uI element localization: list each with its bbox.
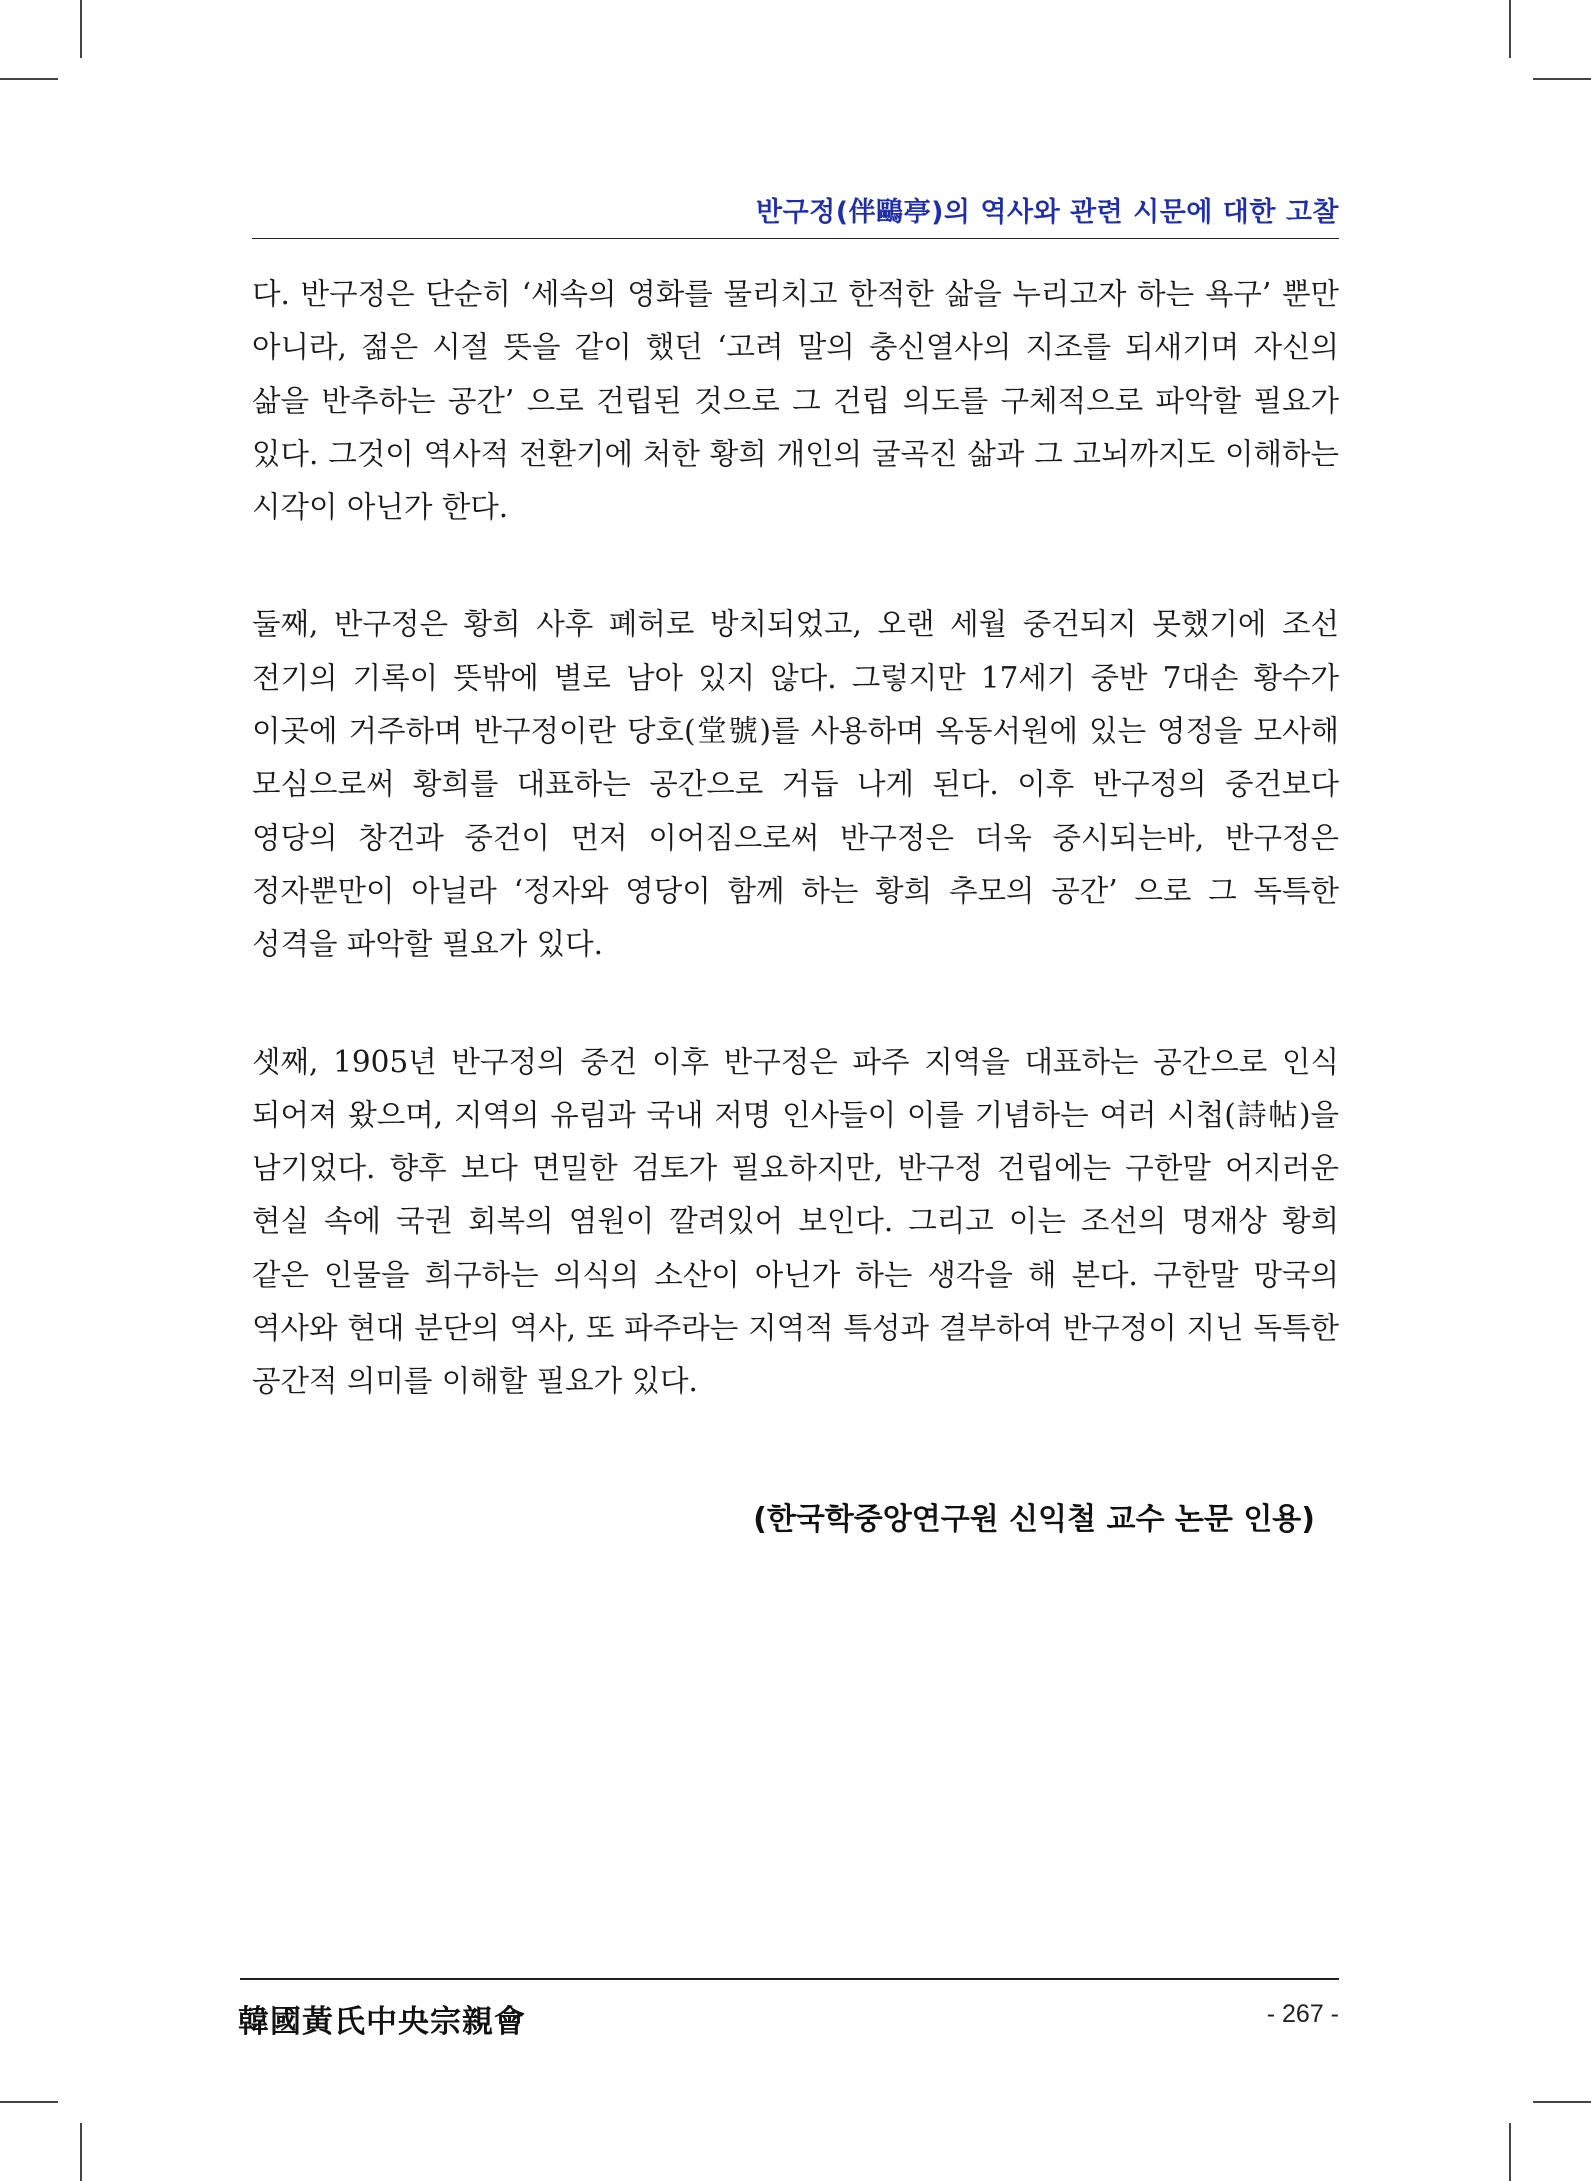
crop-mark xyxy=(1509,2123,1511,2181)
header-divider xyxy=(252,238,1339,239)
paragraph: 둘째, 반구정은 황희 사후 폐허로 방치되었고, 오랜 세월 중건되지 못했기에 조선 전기의 기록이 뜻밖에 별로 남아 있지 않다. 그렇지만 17세기 중반 7대손 황수가 이곳에 거주하며 반구정이란 당호(堂號)를 사용하며 옥동서원에 있는 영정을 모사해 모심으로써 황희를 대표하는 공간으로 거듭 나게 된다. 이후 반구정의 중건보다 영당의 창건과 중건이 먼저 이어짐으로써 반구정은 더욱 중시되는바, 반구정은 정자뿐만이 아닐라 ‘정자와 영당이 함께 하는 황희 추모의 공간’ 으로 그 독특한 성격을 파악할 필요가 있다. xyxy=(252,607,1339,962)
crop-mark xyxy=(1533,78,1591,80)
crop-mark xyxy=(0,78,58,80)
citation: (한국학중앙연구원 신익철 교수 논문 인용) xyxy=(753,1502,1315,1537)
paragraph: 셋째, 1905년 반구정의 중건 이후 반구정은 파주 지역을 대표하는 공간으로 인식 되어져 왔으며, 지역의 유림과 국내 저명 인사들이 이를 기념하는 여러 시첩(詩帖)을 남기었다. 향후 보다 면밀한 검토가 필요하지만, 반구정 건립에는 구한말 어지러운 현실 속에 국권 회복의 염원이 깔려있어 보인다. 그리고 이는 조선의 명재상 황희 같은 인물을 희구하는 의식의 소산이 아닌가 하는 생각을 해 본다. 구한말 망국의 역사와 현대 분단의 역사, 또 파주라는 지역적 특성과 결부하여 반구정이 지닌 독특한 공간적 의미를 이해할 필요가 있다. xyxy=(252,1044,1339,1399)
paragraph: 다. 반구정은 단순히 ‘세속의 영화를 물리치고 한적한 삶을 누리고자 하는 욕구’ 뿐만 아니라, 젊은 시절 뜻을 같이 했던 ‘고려 말의 충신열사의 지조를 되새기며 자신의 삶을 반추하는 공간’ 으로 건립된 것으로 그 건립 의도를 구체적으로 파악할 필요가 있다. 그것이 역사적 전환기에 처한 황희 개인의 굴곡진 삶과 그 고뇌까지도 이해하는 시각이 아닌가 한다. xyxy=(252,277,1339,525)
crop-mark xyxy=(80,2123,82,2181)
page-number: - 267 - xyxy=(1266,2000,1339,2028)
running-header-title: 반구정(伴鷗亭)의 역사와 관련 시문에 대한 고찰 xyxy=(756,197,1339,228)
crop-mark xyxy=(0,2101,58,2103)
footer-divider xyxy=(240,1978,1339,1980)
body-text xyxy=(252,268,1339,1473)
footer-logo: 韓國黃氏中央宗親會 xyxy=(238,2004,526,2040)
crop-mark xyxy=(1533,2101,1591,2103)
crop-mark xyxy=(80,0,82,58)
crop-mark xyxy=(1509,0,1511,58)
